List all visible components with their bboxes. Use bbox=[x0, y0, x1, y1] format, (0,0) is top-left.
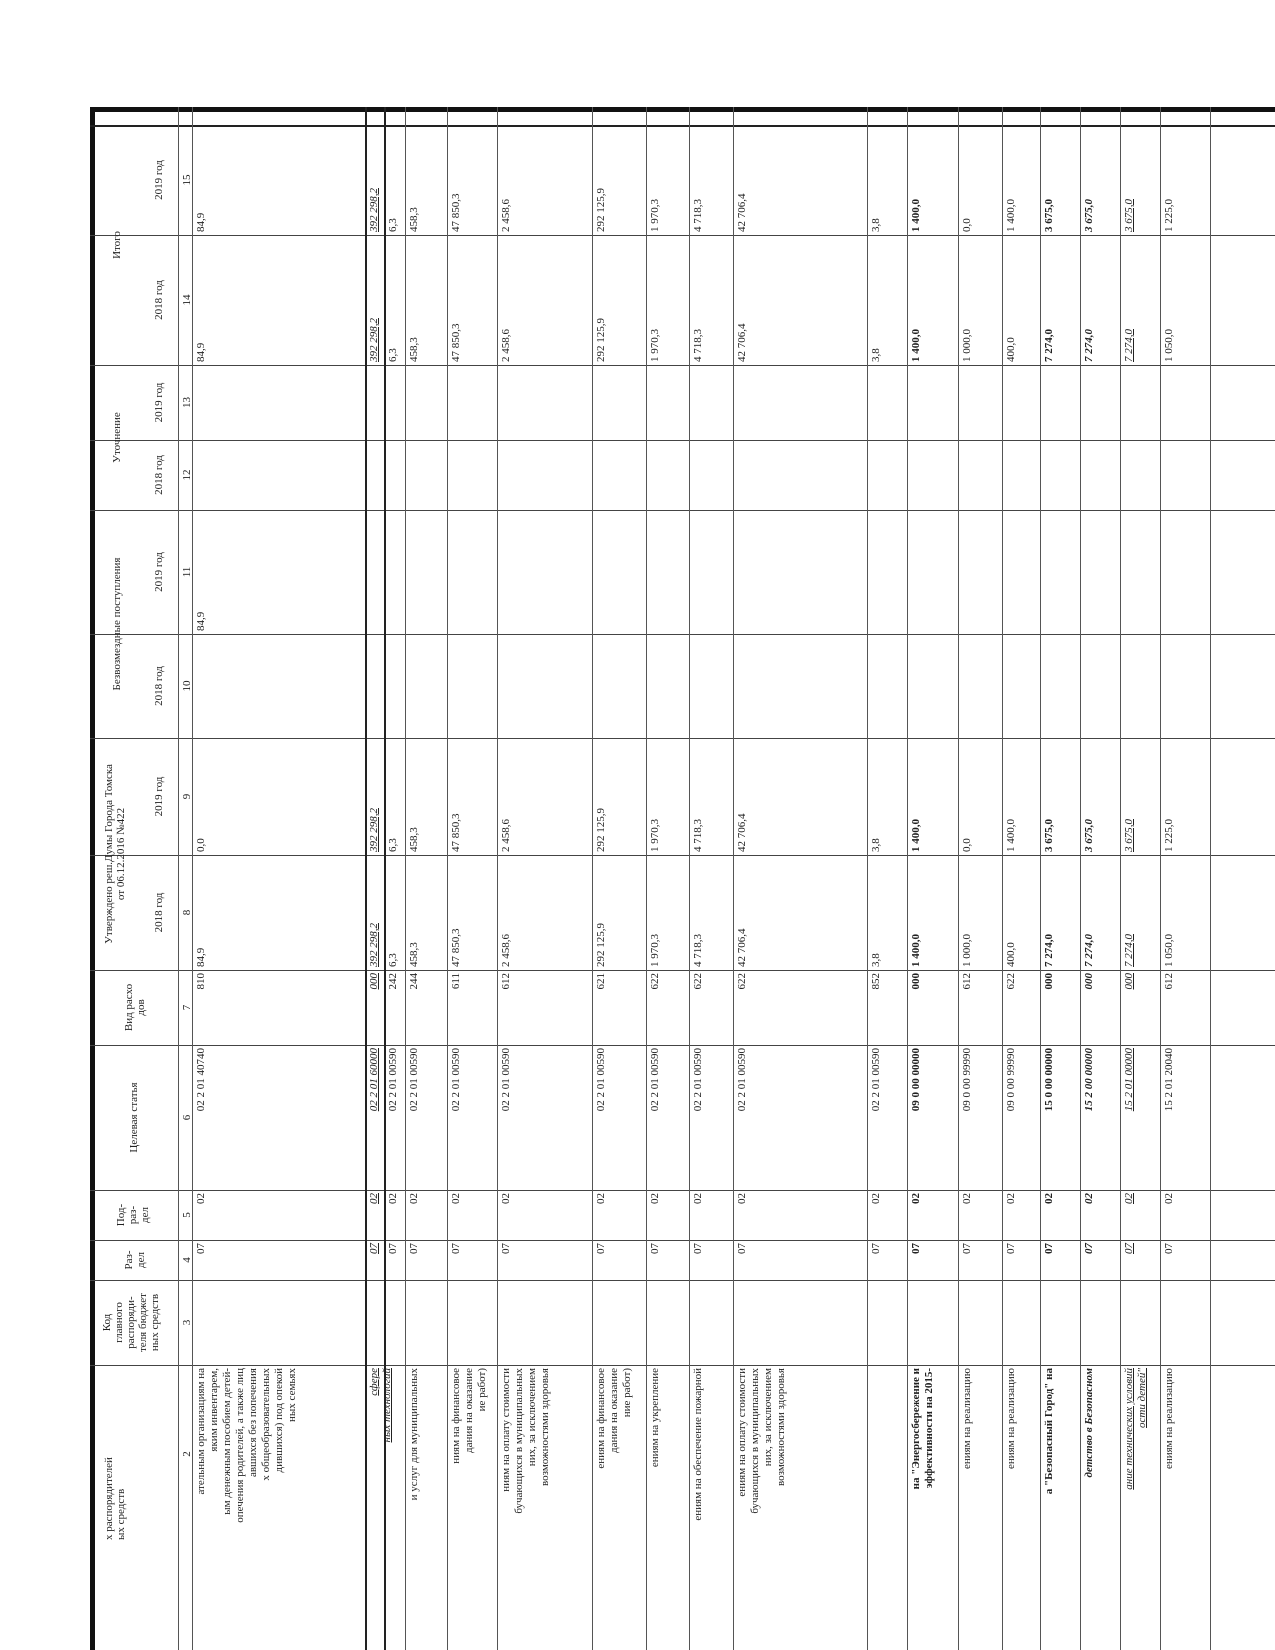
header-clarif: Уточнение bbox=[111, 412, 123, 463]
column-divider bbox=[90, 738, 1275, 739]
cell-a2018: 7 274,0 bbox=[1123, 934, 1135, 967]
cell-target: 02 2 01 00590 bbox=[387, 1048, 399, 1112]
table-top-border bbox=[90, 107, 1275, 112]
column-divider bbox=[90, 1280, 1275, 1281]
cell-name: на "Энергосбережение и эффективности на 2015- bbox=[910, 1368, 935, 1490]
column-number: 13 bbox=[181, 397, 193, 408]
header-year: 2019 год bbox=[153, 776, 165, 817]
cell-podrazdel: 02 bbox=[368, 1193, 380, 1204]
cell-razdel: 07 bbox=[500, 1243, 512, 1254]
cell-name: сфере ных технологий bbox=[368, 1368, 393, 1443]
cell-t2019: 3 675,0 bbox=[1083, 199, 1095, 232]
cell-a2018: 458,3 bbox=[408, 942, 420, 967]
cell-name: ениям на реализацию bbox=[1005, 1368, 1017, 1470]
cell-t2019: 47 850,3 bbox=[450, 193, 462, 232]
cell-razdel: 07 bbox=[910, 1243, 922, 1254]
cell-t2018: 2 458,6 bbox=[500, 329, 512, 362]
cell-a2018: 6,3 bbox=[387, 953, 399, 967]
cell-g2019: 84,9 bbox=[195, 611, 207, 631]
cell-a2019: 6,3 bbox=[387, 838, 399, 852]
cell-podrazdel: 02 bbox=[692, 1193, 704, 1204]
cell-a2018: 4 718,3 bbox=[692, 934, 704, 967]
cell-razdel: 07 bbox=[1163, 1243, 1175, 1254]
cell-target: 02 2 01 00590 bbox=[450, 1048, 462, 1112]
cell-target: 02 2 01 00590 bbox=[595, 1048, 607, 1112]
cell-a2019: 47 850,3 bbox=[450, 813, 462, 852]
cell-razdel: 07 bbox=[1083, 1243, 1095, 1254]
column-number: 3 bbox=[181, 1319, 193, 1326]
cell-t2018: 84,9 bbox=[195, 342, 207, 362]
column-divider bbox=[90, 235, 1275, 236]
cell-podrazdel: 02 bbox=[870, 1193, 882, 1204]
cell-name: ениям на реализацию bbox=[1163, 1368, 1175, 1470]
column-divider bbox=[90, 1365, 1275, 1366]
cell-t2018: 4 718,3 bbox=[692, 329, 704, 362]
header-col5: Под- раз- дел bbox=[115, 1203, 151, 1227]
cell-podrazdel: 02 bbox=[736, 1193, 748, 1204]
cell-a2018: 7 274,0 bbox=[1083, 934, 1095, 967]
header-year: 2018 год bbox=[153, 455, 165, 495]
cell-target: 02 2 01 40740 bbox=[195, 1048, 207, 1112]
cell-a2018: 2 458,6 bbox=[500, 934, 512, 967]
cell-target: 02 2 01 00590 bbox=[649, 1048, 661, 1112]
cell-a2018: 84,9 bbox=[195, 947, 207, 967]
column-divider bbox=[90, 1190, 1275, 1191]
cell-target: 09 0 00 99990 bbox=[1005, 1048, 1017, 1112]
cell-target: 15 0 00 00000 bbox=[1043, 1048, 1055, 1112]
cell-vid: 612 bbox=[500, 973, 512, 990]
cell-name: детство в Безопасном bbox=[1083, 1368, 1095, 1478]
cell-podrazdel: 02 bbox=[649, 1193, 661, 1204]
cell-razdel: 07 bbox=[736, 1243, 748, 1254]
cell-razdel: 07 bbox=[1123, 1243, 1135, 1254]
cell-vid: 622 bbox=[692, 973, 704, 990]
header-col3: Код главного распоряди- теля бюджет ных средств bbox=[101, 1293, 161, 1352]
cell-t2019: 42 706,4 bbox=[736, 193, 748, 232]
cell-t2018: 1 050,0 bbox=[1163, 329, 1175, 362]
budget-table bbox=[90, 107, 1275, 1650]
cell-podrazdel: 02 bbox=[1083, 1193, 1095, 1204]
column-divider bbox=[90, 855, 1275, 856]
cell-target: 15 2 00 00000 bbox=[1083, 1048, 1095, 1112]
cell-razdel: 07 bbox=[961, 1243, 973, 1254]
cell-podrazdel: 02 bbox=[961, 1193, 973, 1204]
column-number: 9 bbox=[181, 793, 193, 800]
header-gratis: Безвозмездные поступления bbox=[111, 557, 123, 691]
cell-a2018: 47 850,3 bbox=[450, 928, 462, 967]
cell-vid: 000 bbox=[368, 973, 380, 990]
cell-a2019: 3 675,0 bbox=[1123, 819, 1135, 852]
column-divider bbox=[90, 510, 1275, 511]
cell-a2018: 1 000,0 bbox=[961, 934, 973, 967]
cell-a2018: 1 400,0 bbox=[910, 934, 922, 967]
cell-a2019: 1 400,0 bbox=[910, 819, 922, 852]
cell-t2018: 1 970,3 bbox=[649, 329, 661, 362]
cell-podrazdel: 02 bbox=[450, 1193, 462, 1204]
header-year: 2019 год bbox=[153, 552, 165, 592]
cell-t2019: 1 400,0 bbox=[1005, 199, 1017, 232]
cell-name: ениям на обеспечение пожарной bbox=[692, 1368, 704, 1521]
cell-a2019: 3 675,0 bbox=[1083, 819, 1095, 852]
cell-target: 15 2 01 20040 bbox=[1163, 1048, 1175, 1112]
cell-podrazdel: 02 bbox=[1005, 1193, 1017, 1204]
column-divider bbox=[90, 634, 1275, 635]
cell-t2019: 292 125,9 bbox=[595, 188, 607, 232]
cell-target: 02 2 01 00590 bbox=[408, 1048, 420, 1112]
cell-a2019: 0,0 bbox=[961, 838, 973, 852]
cell-vid: 622 bbox=[1005, 973, 1017, 990]
cell-a2018: 1 050,0 bbox=[1163, 934, 1175, 967]
cell-podrazdel: 02 bbox=[1123, 1193, 1135, 1204]
column-divider bbox=[90, 1240, 1275, 1241]
cell-name: а "Безопасный Город" на bbox=[1043, 1368, 1055, 1495]
cell-t2018: 3,8 bbox=[870, 348, 882, 362]
cell-vid: 612 bbox=[1163, 973, 1175, 990]
cell-vid: 000 bbox=[910, 973, 922, 990]
cell-razdel: 07 bbox=[649, 1243, 661, 1254]
cell-podrazdel: 02 bbox=[1163, 1193, 1175, 1204]
header-col2: х распорядителей ых средств bbox=[103, 1457, 127, 1540]
header-col7: Вид расхо дов bbox=[123, 983, 147, 1032]
cell-a2018: 292 125,9 bbox=[595, 923, 607, 967]
cell-name: ениям на оплату стоимости бучающихся в муниципальных них, за исключением возможностями здоровья bbox=[736, 1368, 787, 1514]
column-number: 5 bbox=[181, 1212, 193, 1218]
header-year: 2018 год bbox=[153, 666, 165, 706]
cell-razdel: 07 bbox=[870, 1243, 882, 1254]
cell-name: ательным организациям на яким инвентарем, ым денежным пособием детей- опечения родителей, а также лиц авшихся без попечения х общеобразовательных дившихся) под опекой ных семьях bbox=[195, 1368, 298, 1523]
cell-t2018: 400,0 bbox=[1005, 337, 1017, 362]
cell-t2019: 458,3 bbox=[408, 207, 420, 232]
cell-t2019: 392 298,2 bbox=[368, 188, 380, 232]
column-divider bbox=[90, 440, 1275, 441]
cell-name: ниям на финансовое дания на оказание ие работ) bbox=[450, 1368, 488, 1464]
cell-vid: 852 bbox=[870, 973, 882, 990]
column-divider bbox=[90, 1045, 1275, 1046]
cell-a2018: 392 298,2 bbox=[368, 923, 380, 967]
cell-razdel: 07 bbox=[450, 1243, 462, 1254]
column-number: 2 bbox=[181, 1451, 193, 1457]
cell-t2018: 292 125,9 bbox=[595, 318, 607, 362]
cell-t2018: 392 298,2 bbox=[368, 318, 380, 362]
cell-target: 02 2 01 00590 bbox=[692, 1048, 704, 1112]
cell-t2018: 7 274,0 bbox=[1083, 329, 1095, 362]
header-year: 2019 год bbox=[153, 160, 165, 200]
cell-a2019: 458,3 bbox=[408, 827, 420, 852]
cell-t2019: 0,0 bbox=[961, 218, 973, 232]
cell-a2019: 1 225,0 bbox=[1163, 819, 1175, 852]
cell-vid: 611 bbox=[450, 973, 462, 990]
column-number: 12 bbox=[181, 469, 193, 481]
cell-podrazdel: 02 bbox=[500, 1193, 512, 1204]
cell-razdel: 07 bbox=[1005, 1243, 1017, 1254]
header-total: Итого bbox=[111, 231, 123, 259]
cell-a2019: 4 718,3 bbox=[692, 819, 704, 852]
cell-t2019: 1 400,0 bbox=[910, 199, 922, 232]
cell-razdel: 07 bbox=[1043, 1243, 1055, 1254]
cell-podrazdel: 02 bbox=[910, 1193, 922, 1204]
column-number: 4 bbox=[181, 1257, 193, 1263]
column-number: 10 bbox=[181, 680, 193, 692]
cell-a2019: 2 458,6 bbox=[500, 819, 512, 852]
column-number: 6 bbox=[181, 1114, 193, 1121]
cell-name: ениям на укрепление bbox=[649, 1368, 661, 1468]
cell-vid: 000 bbox=[1123, 973, 1135, 990]
column-divider bbox=[90, 365, 1275, 366]
cell-a2019: 3 675,0 bbox=[1043, 819, 1055, 852]
column-number: 8 bbox=[181, 909, 193, 916]
cell-a2018: 42 706,4 bbox=[736, 928, 748, 967]
column-number: 14 bbox=[181, 294, 193, 306]
column-divider bbox=[90, 125, 1275, 127]
cell-name: ениям на финансовое дания на оказание ние работ) bbox=[595, 1368, 633, 1469]
cell-t2019: 6,3 bbox=[387, 218, 399, 232]
column-number: 15 bbox=[181, 174, 193, 186]
cell-a2019: 42 706,4 bbox=[736, 813, 748, 852]
cell-vid: 244 bbox=[408, 973, 420, 990]
header-col4: Раз- дел bbox=[123, 1250, 147, 1270]
cell-a2018: 400,0 bbox=[1005, 942, 1017, 967]
cell-podrazdel: 02 bbox=[1043, 1193, 1055, 1204]
cell-t2018: 458,3 bbox=[408, 337, 420, 362]
cell-vid: 000 bbox=[1043, 973, 1055, 990]
cell-t2019: 84,9 bbox=[195, 212, 207, 232]
cell-t2019: 1 225,0 bbox=[1163, 199, 1175, 232]
cell-t2019: 4 718,3 bbox=[692, 199, 704, 232]
cell-t2019: 3 675,0 bbox=[1043, 199, 1055, 232]
cell-name: ниям на оплату стоимости бучающихся в муниципальных них, за исключением возможностями здоровья bbox=[500, 1368, 551, 1514]
cell-a2019: 1 400,0 bbox=[1005, 819, 1017, 852]
cell-target: 02 2 01 60000 bbox=[368, 1048, 380, 1112]
cell-vid: 621 bbox=[595, 973, 607, 990]
cell-podrazdel: 02 bbox=[195, 1193, 207, 1204]
cell-a2018: 1 970,3 bbox=[649, 934, 661, 967]
cell-t2018: 1 000,0 bbox=[961, 329, 973, 362]
cell-t2019: 3,8 bbox=[870, 218, 882, 232]
cell-t2018: 47 850,3 bbox=[450, 323, 462, 362]
cell-t2018: 7 274,0 bbox=[1043, 329, 1055, 362]
cell-a2018: 7 274,0 bbox=[1043, 934, 1055, 967]
cell-t2019: 1 970,3 bbox=[649, 199, 661, 232]
cell-target: 09 0 00 99990 bbox=[961, 1048, 973, 1112]
cell-target: 02 2 01 00590 bbox=[870, 1048, 882, 1112]
cell-a2018: 3,8 bbox=[870, 953, 882, 967]
header-year: 2018 год bbox=[153, 892, 165, 933]
cell-a2019: 0,0 bbox=[195, 838, 207, 852]
cell-vid: 000 bbox=[1083, 973, 1095, 990]
cell-t2019: 3 675,0 bbox=[1123, 199, 1135, 232]
cell-vid: 810 bbox=[195, 973, 207, 990]
cell-name: ениям на реализацию bbox=[961, 1368, 973, 1470]
cell-podrazdel: 02 bbox=[408, 1193, 420, 1204]
cell-razdel: 07 bbox=[408, 1243, 420, 1254]
cell-target: 09 0 00 00000 bbox=[910, 1048, 922, 1112]
header-approved: Утверждено реш.Думы Города Томска от 06.12.2016 №422 bbox=[103, 764, 127, 944]
cell-vid: 622 bbox=[736, 973, 748, 990]
cell-a2019: 1 970,3 bbox=[649, 819, 661, 852]
cell-a2019: 292 125,9 bbox=[595, 808, 607, 852]
header-col6: Целевая статья bbox=[128, 1082, 140, 1153]
header-year: 2019 год bbox=[153, 382, 165, 423]
cell-name: и услуг для муниципальных bbox=[408, 1368, 420, 1501]
column-number: 7 bbox=[181, 1004, 193, 1011]
cell-vid: 242 bbox=[387, 973, 399, 990]
cell-podrazdel: 02 bbox=[387, 1193, 399, 1204]
cell-t2018: 7 274,0 bbox=[1123, 329, 1135, 362]
cell-t2018: 42 706,4 bbox=[736, 323, 748, 362]
cell-t2018: 1 400,0 bbox=[910, 329, 922, 362]
cell-target: 02 2 01 00590 bbox=[736, 1048, 748, 1112]
cell-podrazdel: 02 bbox=[595, 1193, 607, 1204]
table-left-border bbox=[90, 107, 95, 1650]
cell-razdel: 07 bbox=[387, 1243, 399, 1254]
cell-t2019: 2 458,6 bbox=[500, 199, 512, 232]
cell-a2019: 392 298,2 bbox=[368, 808, 380, 852]
cell-a2019: 3,8 bbox=[870, 838, 882, 852]
cell-t2018: 6,3 bbox=[387, 348, 399, 362]
cell-razdel: 07 bbox=[692, 1243, 704, 1254]
cell-name: ание технических условий ости детей" bbox=[1123, 1368, 1148, 1490]
cell-target: 02 2 01 00590 bbox=[500, 1048, 512, 1112]
cell-razdel: 07 bbox=[195, 1243, 207, 1254]
column-number: 11 bbox=[181, 566, 193, 578]
cell-target: 15 2 01 00000 bbox=[1123, 1048, 1135, 1112]
cell-vid: 622 bbox=[649, 973, 661, 990]
cell-razdel: 07 bbox=[595, 1243, 607, 1254]
header-year: 2018 год bbox=[153, 280, 165, 320]
cell-vid: 612 bbox=[961, 973, 973, 990]
header-divider bbox=[178, 107, 179, 1650]
cell-razdel: 07 bbox=[368, 1243, 380, 1254]
column-divider bbox=[90, 970, 1275, 971]
